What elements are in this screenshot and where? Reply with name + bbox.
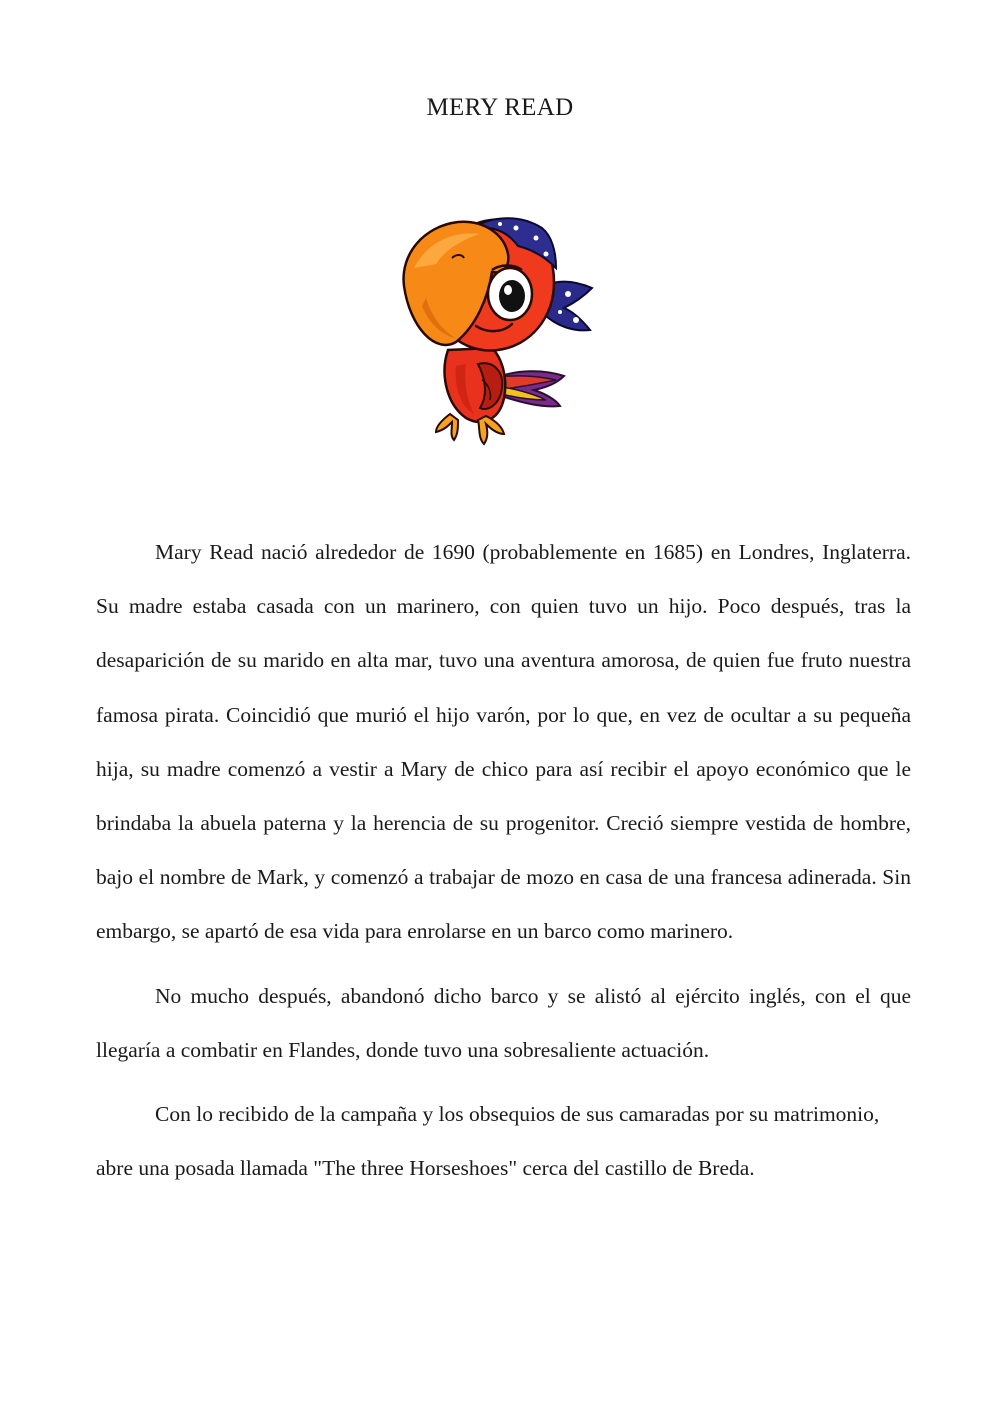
- pirate-parrot-icon: [396, 208, 606, 453]
- paragraph-1: Mary Read nació alrededor de 1690 (probablemente en 1685) en Londres, Inglaterra. Su madre estaba casada con un marinero, con quien tuvo un hijo. Poco después, tras la desaparición de su marido en alta mar, tuvo una aventura amorosa, de quien fue fruto nuestra famosa pirata. Coincidió que murió el hijo varón, por lo que, en vez de ocultar a su pequeña hija, su madre comenzó a vestir a Mary de chico para así recibir el apoyo económico que le brindaba la abuela paterna y la herencia de su progenitor. Creció siempre vestida de hombre, bajo el nombre de Mark, y comenzó a trabajar de mozo en casa de una francesa adinerada. Sin embargo, se apartó de esa vida para enrolarse en un barco como marinero.: [96, 540, 911, 944]
- paragraph-3: Con lo recibido de la campaña y los obsequios de sus camaradas por su matrimonio, abre una posada llamada "The three Horseshoes" cerca del castillo de Breda.: [96, 1102, 880, 1181]
- paragraph-2: No mucho después, abandonó dicho barco y se alistó al ejército inglés, con el que llegaría a combatir en Flandes, donde tuvo una sobresaliente actuación.: [96, 983, 911, 1062]
- page-title: MERY READ: [426, 94, 574, 121]
- document-body: [96, 525, 911, 1205]
